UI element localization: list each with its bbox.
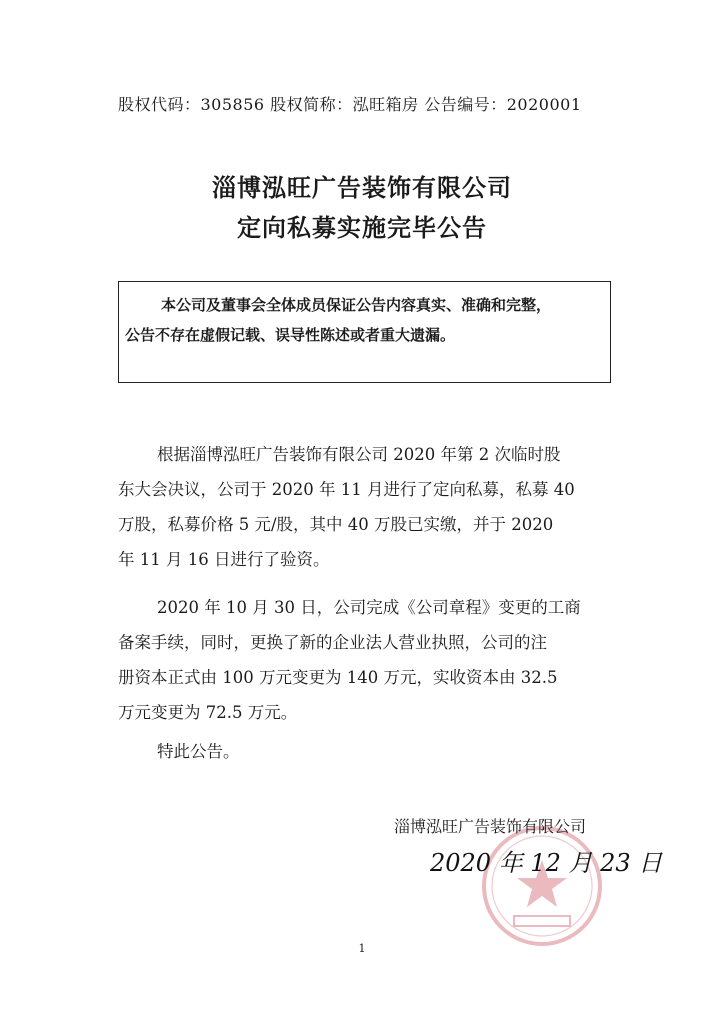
page-number: 1 [358, 942, 366, 955]
paragraph-1-line-1: 根据淄博泓旺广告装饰有限公司 2020 年第 2 次临时股 [157, 445, 561, 464]
paragraph-1-line-4: 年 11 月 16 日进行了验资。 [118, 550, 330, 569]
paragraph-2-line-2: 备案手续，同时，更换了新的企业法人营业执照，公司的注 [118, 633, 547, 652]
company-title: 淄博泓旺广告装饰有限公司 [212, 174, 512, 202]
disclaimer-line-1: 本公司及董事会全体成员保证公告内容真实、准确和完整， [161, 296, 552, 314]
disclaimer-box [118, 281, 611, 383]
paragraph-2-line-1: 2020 年 10 月 30 日，公司完成《公司章程》变更的工商 [157, 598, 581, 617]
paragraph-2-line-3: 册资本正式由 100 万元变更为 140 万元，实收资本由 32.5 [118, 668, 558, 687]
closing-statement: 特此公告。 [157, 742, 240, 761]
announcement-code-line: 股权代码：305856 股权简称：泓旺箱房 公告编号：2020001 [118, 95, 582, 114]
handwritten-date: 2020 年 12 月 23 日 [430, 849, 663, 877]
paragraph-2-line-4: 万元变更为 72.5 万元。 [118, 703, 298, 722]
paragraph-1-line-3: 万股，私募价格 5 元/股，其中 40 万股已实缴，并于 2020 [118, 515, 554, 534]
signature-company: 淄博泓旺广告装饰有限公司 [394, 817, 587, 836]
disclaimer-line-2: 公告不存在虚假记载、误导性陈述或者重大遗漏。 [125, 326, 456, 344]
announcement-title: 定向私募实施完毕公告 [237, 214, 487, 242]
paragraph-1-line-2: 东大会决议，公司于 2020 年 11 月进行了定向私募，私募 40 [118, 480, 575, 499]
company-seal-icon [478, 822, 606, 950]
